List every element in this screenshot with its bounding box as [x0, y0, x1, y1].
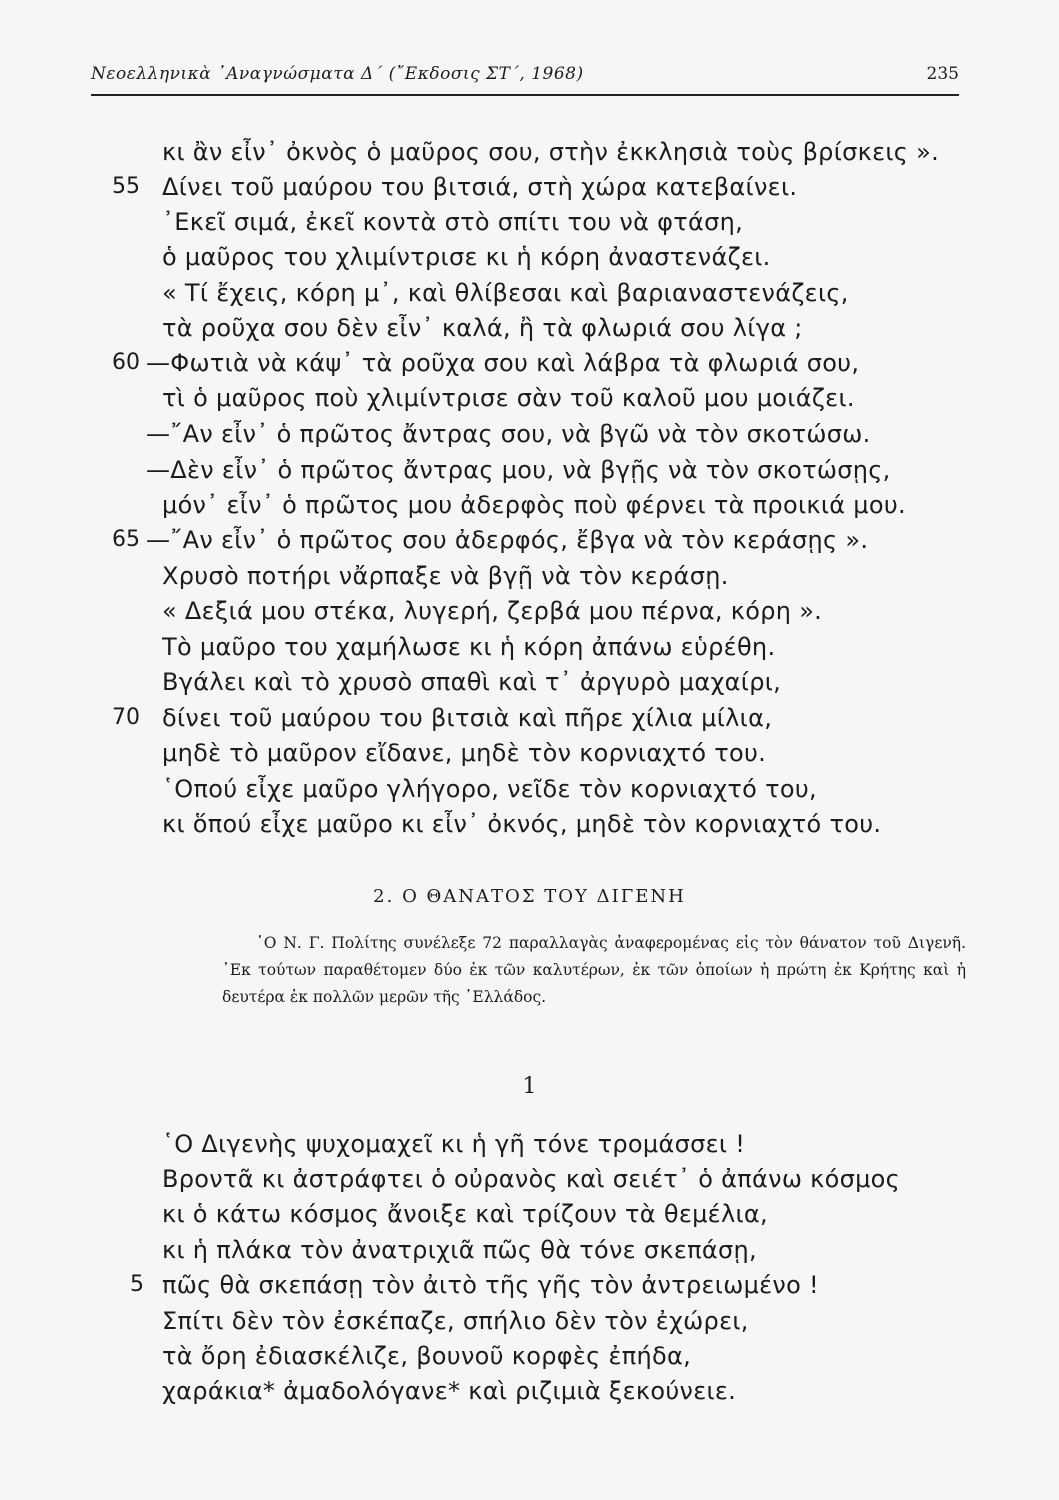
poem-number: 1	[522, 1074, 537, 1099]
poem-line: ῾Οπού εἶχε μαῦρο γλήγορο, νεῖδε τὸν κορνιαχτό του,	[162, 775, 817, 803]
poem-line: ῾Ο Διγενὴς ψυχομαχεῖ κι ἡ γῆ τόνε τρομάσσει !	[162, 1130, 746, 1158]
running-title: Νεοελληνικὰ ᾿Αναγνώσματα Δ΄ (῎Εκδοσις ΣΤ΄, 1968)	[91, 64, 584, 84]
poem-line: ὁ μαῦρος του χλιμίντρισε κι ἡ κόρη ἀναστενάζει.	[162, 243, 771, 271]
poem-line: Δίνει τοῦ μαύρου του βιτσιά, στὴ χώρα κατεβαίνει.	[162, 173, 798, 201]
poem-line: —Φωτιὰ νὰ κάψ᾿ τὰ ροῦχα σου καὶ λάβρα τὰ φλωριά σου,	[146, 349, 860, 377]
poem-line: μηδὲ τὸ μαῦρον εἴδανε, μηδὲ τὸν κορνιαχτό του.	[162, 739, 767, 767]
running-header	[91, 64, 959, 96]
poem-line: κι ὅπού εἶχε μαῦρο κι εἶν᾿ ὀκνός, μηδὲ τὸν κορνιαχτό του.	[162, 810, 882, 838]
poem-line: Σπίτι δὲν τὸν ἐσκέπαζε, σπήλιο δὲν τὸν ἐχώρει,	[162, 1307, 749, 1335]
poem-line: κι ἡ πλάκα τὸν ἀνατριχιᾶ πῶς θὰ τόνε σκεπάσῃ,	[162, 1236, 757, 1264]
poem-line: « Δεξιά μου στέκα, λυγερή, ζερβά μου πέρνα, κόρη ».	[162, 597, 823, 625]
poem-line: μόν᾿ εἶν᾿ ὁ πρῶτος μου ἀδερφὸς ποὺ φέρνει τὰ προικιά μου.	[162, 491, 906, 519]
line-number: 60	[112, 350, 140, 375]
poem-line: —῎Αν εἶν᾿ ὁ πρῶτος ἄντρας σου, νὰ βγῶ νὰ τὸν σκοτώσω.	[146, 420, 871, 448]
editorial-note: ῾Ο Ν. Γ. Πολίτης συνέλεξε 72 παραλλαγὰς ἀναφερομένας εἰς τὸν θάνατον τοῦ Διγενῆ. ᾿Εκ τούτων παραθέτομεν δύο ἐκ τῶν καλυτέρων, ἐκ τῶν ὁποίων ἡ πρώτη ἐκ Κρήτης καὶ ἡ δευτέρα ἐκ πολλῶν μερῶν τῆς ῾Ελλάδος.	[222, 934, 966, 1006]
poem-line: Χρυσὸ ποτήρι νἄρπαξε νὰ βγῇ νὰ τὸν κεράσῃ.	[162, 562, 729, 590]
poem-line: ᾿Εκεῖ σιμά, ἐκεῖ κοντὰ στὸ σπίτι του νὰ φτάση,	[162, 208, 744, 236]
poem-line: « Τί ἔχεις, κόρη μ᾿, καὶ θλίβεσαι καὶ βαριαναστενάζεις,	[162, 279, 849, 307]
line-number: 55	[112, 174, 140, 199]
line-number: 65	[112, 527, 140, 552]
line-number: 5	[130, 1272, 144, 1297]
poem-line: τὰ ὄρη ἐδιασκέλιζε, βουνοῦ κορφὲς ἐπήδα,	[162, 1342, 692, 1370]
poem-line: Βγάλει καὶ τὸ χρυσὸ σπαθὶ καὶ τ᾿ ἀργυρὸ μαχαίρι,	[162, 668, 782, 696]
poem-line: χαράκια* ἀμαδολόγανε* καὶ ριζιμιὰ ξεκούνειε.	[162, 1377, 737, 1405]
poem-line: δίνει τοῦ μαύρου του βιτσιὰ καὶ πῆρε χίλια μίλια,	[162, 704, 773, 732]
poem-line: —῎Αν εἶν᾿ ὁ πρῶτος σου ἀδερφός, ἔβγα νὰ τὸν κεράσῃς ».	[146, 526, 869, 554]
poem-line: τὶ ὁ μαῦρος ποὺ χλιμίντρισε σὰν τοῦ καλοῦ μου μοιάζει.	[162, 384, 855, 412]
poem-line: τὰ ροῦχα σου δὲν εἶν᾿ καλά, ἢ τὰ φλωριά σου λίγα ;	[162, 314, 803, 342]
poem-line: κι ἂν εἶν᾿ ὀκνὸς ὁ μαῦρος σου, στὴν ἐκκλησιὰ τοὺς βρίσκεις ».	[162, 138, 940, 166]
poem-line: Βροντᾶ κι ἀστράφτει ὁ οὐρανὸς καὶ σειέτ᾿ ὁ ἀπάνω κόσμος	[162, 1165, 901, 1193]
poem-line: πῶς θὰ σκεπάσῃ τὸν ἀιτὸ τῆς γῆς τὸν ἀντρειωμένο !	[162, 1271, 819, 1299]
line-number: 70	[112, 705, 140, 730]
poem-line: —Δὲν εἶν᾿ ὁ πρῶτος ἄντρας μου, νὰ βγῇς νὰ τὸν σκοτώσῃς,	[146, 456, 891, 484]
poem-line: κι ὁ κάτω κόσμος ἄνοιξε καὶ τρίζουν τὰ θεμέλια,	[162, 1200, 768, 1228]
poem-line: Τὸ μαῦρο του χαμήλωσε κι ἡ κόρη ἀπάνω εὑρέθη.	[162, 633, 776, 661]
section-title: 2. Ο ΘΑΝΑΤΟΣ ΤΟΥ ΔΙΓΕΝΗ	[373, 886, 686, 907]
page-number: 235	[926, 64, 959, 84]
